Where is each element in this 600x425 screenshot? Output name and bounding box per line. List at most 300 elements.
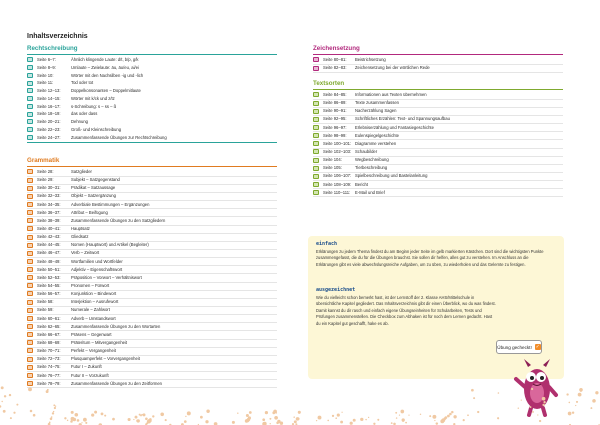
- checkbox[interactable]: [313, 133, 319, 138]
- dot: [53, 404, 55, 406]
- toc-title: Perfekt – Vergangenheit: [71, 348, 116, 354]
- section-divider: [27, 54, 277, 55]
- section-rechtschreibung: [27, 45, 277, 143]
- checkbox[interactable]: [27, 81, 33, 86]
- dot: [575, 405, 576, 406]
- toc-title: Futur II – Vorzukunft: [71, 372, 109, 378]
- toc-title: Ähnlich klingende Laute: d/t, b/p, g/k: [71, 57, 139, 62]
- page-number: Seite 58:: [37, 299, 54, 305]
- dot: [318, 416, 322, 420]
- checkbox[interactable]: [313, 92, 319, 97]
- dot: [429, 415, 431, 417]
- page-number: Seite 68–69:: [37, 339, 61, 345]
- dot: [205, 420, 208, 423]
- dot: [453, 415, 456, 418]
- toc-title: Nomen (Hauptwort) und Artikel (Begleiter): [71, 242, 149, 248]
- page-number: Seite 22–23:: [37, 126, 61, 132]
- toc-title: Präposition – Vorwort – Verhältniswort: [71, 274, 142, 280]
- checkbox[interactable]: [27, 340, 33, 345]
- page-number: Seite 28:: [37, 169, 54, 174]
- dot: [327, 420, 329, 422]
- dot: [405, 422, 407, 424]
- toc-title: Numerale – Zahlwort: [71, 307, 110, 313]
- page-number: Seite 108–109:: [323, 181, 352, 187]
- section-end-line: [27, 142, 277, 143]
- checkbox[interactable]: [27, 365, 33, 370]
- dot: [71, 411, 74, 414]
- dot: [337, 414, 340, 417]
- checkbox[interactable]: [27, 112, 33, 117]
- dot: [316, 420, 317, 421]
- page-number: Seite 100–101:: [323, 140, 352, 146]
- checkbox[interactable]: [27, 275, 33, 280]
- page-number: Seite 8–9:: [37, 64, 56, 70]
- toc-title: Adverb – Umstandswort: [71, 315, 116, 321]
- toc-title: Subjekt – Satzgegenstand: [71, 177, 120, 183]
- checkbox[interactable]: [313, 158, 319, 163]
- dot: [537, 414, 538, 415]
- toc-title: Präteritum – Mitvergangenheit: [71, 339, 128, 345]
- checkbox[interactable]: [27, 243, 33, 248]
- dot: [566, 393, 568, 395]
- page-number: Seite 24–27:: [37, 134, 61, 140]
- page-number: Seite 80–81:: [323, 57, 347, 62]
- dot: [365, 419, 366, 420]
- dot: [436, 422, 438, 424]
- toc-title: Pronomen – Fürwort: [71, 282, 110, 288]
- toc-row: [27, 103, 277, 111]
- dot: [67, 420, 68, 421]
- checkbox[interactable]: [313, 109, 319, 114]
- dot: [94, 411, 97, 414]
- toc-row: [313, 172, 563, 180]
- toc-row: [313, 91, 563, 99]
- toc-row: [27, 306, 277, 314]
- dot: [451, 411, 453, 413]
- toc-row: [27, 372, 277, 380]
- checkbox[interactable]: [27, 259, 33, 264]
- dot: [497, 417, 499, 419]
- toc-title: Erlebniserzählung und Fantasiegeschichte: [355, 124, 434, 130]
- dot: [530, 406, 532, 408]
- toc-title: Hauptsatz: [71, 225, 90, 231]
- checkbox[interactable]: [313, 125, 319, 130]
- checkbox[interactable]: [313, 117, 319, 122]
- page-number: Seite 92–95:: [323, 116, 347, 122]
- dot: [432, 415, 436, 419]
- dot: [569, 402, 571, 404]
- checkbox[interactable]: [27, 300, 33, 305]
- toc-row: [313, 64, 563, 72]
- dot: [0, 405, 1, 407]
- dot: [434, 420, 435, 421]
- checkbox[interactable]: [27, 218, 33, 223]
- section-grammatik: [27, 157, 277, 388]
- toc-row: [27, 217, 277, 225]
- info-paragraph-1: Erklärungen zu jedem Thema findest du am Beginn jeder Seite im gelb markierten Kästchen. Dort sind die wichtigsten Punkte zusammengefasst, die du für die Übungen brauchst. Sie sollen dir helfen, alles gut zu verstehen. Im Anschluss an die Erklärungen gibt es viele abwechslungsreiche Aufgaben, um zu üben, zu wiederholen und das Gelernte zu festigen.: [316, 249, 544, 267]
- dot: [341, 412, 342, 413]
- page-number: Seite 6–7:: [37, 57, 56, 62]
- info-heading-einfach: einfach: [316, 241, 338, 247]
- dot: [332, 415, 334, 417]
- item-list: [313, 91, 563, 197]
- page-number: Seite 102–103:: [323, 148, 352, 154]
- toc-row: [27, 290, 277, 298]
- dot: [16, 404, 18, 406]
- dot: [360, 418, 363, 421]
- dot: [396, 417, 397, 418]
- checkbox[interactable]: [27, 226, 33, 231]
- toc-row: [27, 347, 277, 355]
- dot: [101, 413, 104, 416]
- dot: [128, 418, 131, 421]
- dot: [165, 419, 167, 421]
- dot: [276, 412, 278, 414]
- toc-title: Adverbiale Bestimmungen – Ergänzungen: [71, 201, 150, 207]
- dot: [542, 404, 544, 406]
- dot: [13, 412, 15, 414]
- page-number: Seite 36–37:: [37, 209, 61, 215]
- dot: [73, 418, 77, 422]
- toc-row: [27, 126, 277, 134]
- dot: [237, 412, 238, 413]
- checkbox[interactable]: [313, 190, 319, 195]
- dot: [265, 411, 268, 414]
- toc-row: [27, 110, 277, 118]
- toc-title: Zusammenfassende Übungen zu den Satzgliedern: [71, 217, 166, 223]
- dot: [399, 414, 400, 415]
- page-number: Seite 98–99:: [323, 132, 347, 138]
- dot: [4, 395, 6, 397]
- toc-title: Konjunktion – Bindewort: [71, 291, 117, 297]
- page-number: Seite 30–31:: [37, 185, 61, 191]
- toc-title: Diagramme verstehen: [355, 140, 397, 146]
- dot: [294, 420, 297, 423]
- toc-title: Verb – Zeitwort: [71, 250, 100, 256]
- dot: [368, 417, 369, 418]
- toc-row: [27, 298, 277, 306]
- checkbox[interactable]: [27, 135, 33, 140]
- dot: [54, 407, 56, 409]
- page-number: Seite 38–39:: [37, 217, 61, 223]
- checkbox[interactable]: [313, 101, 319, 106]
- checkbox[interactable]: [313, 149, 319, 154]
- dot: [53, 411, 54, 412]
- section-heading: Rechtschreibung: [27, 45, 78, 52]
- page-number: Seite 32–33:: [37, 193, 61, 199]
- page-number: Seite 84–85:: [323, 92, 347, 97]
- section-zeichensetzung: [313, 45, 563, 72]
- toc-row: [313, 140, 563, 148]
- checkbox[interactable]: [27, 283, 33, 288]
- toc-row: [313, 181, 563, 189]
- page-number: Seite 34–35:: [37, 201, 61, 207]
- toc-title: Tod oder tot: [71, 80, 94, 86]
- page-number: Seite 42–43:: [37, 234, 61, 240]
- toc-title: Plusquamperfekt – Vorvergangenheit: [71, 356, 140, 362]
- checkbox[interactable]: [27, 96, 33, 101]
- toc-title: Schriftliches Erzählen: Text- und Spannungsaufbau: [355, 116, 450, 122]
- page-number: Seite 50–51:: [37, 266, 61, 272]
- page-number: Seite 12–13:: [37, 88, 61, 93]
- dot: [270, 423, 271, 424]
- dot: [145, 417, 148, 420]
- toc-row: [27, 87, 277, 95]
- page-number: Seite 11:: [37, 80, 54, 86]
- toc-row: [27, 56, 277, 64]
- dot: [340, 421, 343, 424]
- page-number: Seite 56–57:: [37, 291, 61, 297]
- item-list: [27, 56, 277, 141]
- toc-title: Texte zusammenfassen: [355, 100, 399, 106]
- dot: [377, 419, 379, 421]
- toc-title: Wörter mit den Nachsilben -ig und -lich: [71, 72, 144, 78]
- toc-row: [27, 323, 277, 331]
- toc-title: Groß- und Kleinschreibung: [71, 126, 122, 132]
- dot: [576, 401, 578, 403]
- checkbox[interactable]: [27, 251, 33, 256]
- page-number: Seite 105:: [323, 165, 342, 171]
- toc-title: Zusammenfassende Übungen zu den Zeitformen: [71, 380, 163, 386]
- dot: [1, 386, 4, 389]
- dot: [139, 414, 141, 416]
- dot: [184, 420, 187, 423]
- dot: [55, 406, 56, 407]
- dot: [298, 411, 301, 414]
- dot: [402, 418, 405, 421]
- checkbox[interactable]: [27, 308, 33, 313]
- dot: [498, 392, 500, 394]
- dot: [143, 413, 146, 416]
- checkbox[interactable]: [313, 174, 319, 179]
- dot: [206, 410, 209, 413]
- page-number: Seite 82–83:: [323, 65, 347, 71]
- info-paragraph-2: Wie du vielleicht schon bemerkt hast, ist der Lernstoff der 2. Klasse AHS/Mittelschule in übersichtliche Kapitel gegliedert. Das Inhaltsverzeichnis gibt dir einen Überblick, wo du was findest. Damit kannst du dir rasch und einfach eigene Übungseinheiten für Schularbeiten, Tests und Prüfungen zusammenstellen. Die Checkbox zum Abhaken ist für noch dem Lernen gedacht. Hast du ein Kapitel gut geschafft, hake es ab.: [316, 295, 496, 326]
- page-number: Seite 48–49:: [37, 258, 61, 264]
- toc-row: [27, 339, 277, 347]
- page-number: Seite 86–89:: [323, 100, 347, 106]
- checkbox[interactable]: [27, 316, 33, 321]
- dot: [187, 411, 191, 415]
- dot: [246, 414, 249, 417]
- page-number: Seite 52–53:: [37, 274, 61, 280]
- checkbox[interactable]: [27, 332, 33, 337]
- checkbox[interactable]: [27, 291, 33, 296]
- section-textsorten: [313, 80, 563, 197]
- dot: [277, 420, 280, 423]
- dot: [185, 416, 186, 417]
- dot: [568, 412, 572, 416]
- checkbox[interactable]: [27, 186, 33, 191]
- page-number: Seite 20–21:: [37, 119, 61, 124]
- toc-title: Dehnung: [71, 119, 88, 124]
- dot: [52, 412, 54, 414]
- toc-title: Zusammenfassende Übungen zu den Wortarten: [71, 323, 161, 329]
- check-icon: ✓: [535, 344, 540, 350]
- page-number: Seite 66–67:: [37, 331, 61, 337]
- page-number: Seite 90–91:: [323, 108, 347, 114]
- toc-row: [27, 134, 277, 142]
- toc-row: [313, 164, 563, 172]
- dot: [580, 390, 582, 392]
- toc-title: Umlaute – Zwielaute: äu, äu/eu, ai/ei: [71, 64, 139, 70]
- checkbox[interactable]: [27, 73, 33, 78]
- toc-row: [27, 184, 277, 192]
- toc-row: [27, 95, 277, 103]
- dot: [152, 415, 154, 417]
- dot: [160, 413, 164, 417]
- toc-title: Attribut – Beifügung: [71, 209, 108, 215]
- dot: [64, 417, 66, 419]
- checkbox[interactable]: [27, 88, 33, 93]
- checkbox[interactable]: [27, 178, 33, 183]
- page-number: Seite 62–65:: [37, 323, 61, 329]
- toc-row: [313, 115, 563, 123]
- page-number: Seite 59:: [37, 307, 54, 313]
- info-heading-ausgezeichnet: ausgezeichnet: [316, 287, 356, 293]
- toc-row: [27, 258, 277, 266]
- page-number: Seite 72–73:: [37, 356, 61, 362]
- checkbox[interactable]: [27, 202, 33, 207]
- checkbox[interactable]: [27, 194, 33, 199]
- dot: [104, 415, 106, 417]
- dot: [50, 418, 53, 421]
- dot: [9, 394, 11, 396]
- page-number: Seite 78–79:: [37, 380, 61, 386]
- dot: [33, 414, 36, 417]
- page-number: Seite 60–61:: [37, 315, 61, 321]
- toc-row: [313, 99, 563, 107]
- checkbox[interactable]: [313, 57, 319, 62]
- dot: [445, 416, 448, 419]
- toc-row: [313, 148, 563, 156]
- page-number: Seite 14–15:: [37, 95, 61, 101]
- dot: [532, 411, 534, 413]
- checkbox[interactable]: [313, 66, 319, 71]
- checkbox[interactable]: [27, 235, 33, 240]
- toc-row: [27, 72, 277, 80]
- toc-title: Zusammenfassende Übungen zur Rechtschreibung: [71, 134, 167, 140]
- item-list: [313, 56, 563, 72]
- toc-row: [27, 233, 277, 241]
- toc-row: [27, 192, 277, 200]
- toc-row: [27, 64, 277, 72]
- dot: [531, 388, 533, 390]
- toc-row: [27, 355, 277, 363]
- toc-title: Tierbeschreibung: [355, 165, 388, 171]
- checkbox[interactable]: [313, 141, 319, 146]
- dot: [28, 387, 32, 391]
- page-number: Seite 16–17:: [37, 103, 61, 109]
- dot: [293, 416, 295, 418]
- page-number: Seite 44–45:: [37, 242, 61, 248]
- checkbox[interactable]: [27, 57, 33, 62]
- checkbox[interactable]: [27, 127, 33, 132]
- dot: [400, 410, 404, 414]
- toc-row: [313, 156, 563, 164]
- toc-title: Nacherzählung Sagen: [355, 108, 397, 114]
- toc-title: Doppelkonsonanten – Doppelmitlaute: [71, 88, 141, 93]
- section-heading: Zeichensetzung: [313, 45, 360, 52]
- page-number: Seite 104:: [323, 157, 342, 163]
- checkbox[interactable]: [27, 169, 33, 174]
- toc-title: Schaubilder: [355, 148, 378, 154]
- checkbox[interactable]: [27, 210, 33, 215]
- dot: [542, 397, 546, 401]
- dot: [75, 413, 79, 417]
- toc-row: [27, 209, 277, 217]
- dot: [3, 410, 6, 413]
- toc-title: Objekt – Satzergänzung: [71, 193, 116, 199]
- speech-bubble: [496, 340, 542, 354]
- dot: [83, 418, 87, 422]
- checkbox[interactable]: [27, 104, 33, 109]
- dot: [81, 422, 82, 423]
- checkbox[interactable]: [27, 119, 33, 124]
- checkbox[interactable]: [27, 373, 33, 378]
- toc-row: [27, 363, 277, 371]
- decorative-dots: [0, 385, 600, 425]
- dot: [463, 419, 465, 421]
- toc-title: Eulenspiegelgeschichte: [355, 132, 399, 138]
- toc-row: [27, 241, 277, 249]
- toc-row: [27, 168, 277, 176]
- dot: [148, 419, 152, 423]
- dot: [420, 414, 421, 415]
- dot: [47, 389, 49, 391]
- checkbox[interactable]: [27, 348, 33, 353]
- dot: [353, 419, 356, 422]
- toc-title: Futur I – Zukunft: [71, 364, 102, 370]
- toc-title: Beistrichsetzung: [355, 57, 386, 62]
- toc-row: [27, 249, 277, 257]
- toc-row: [313, 132, 563, 140]
- dot: [135, 416, 138, 419]
- dot: [10, 417, 12, 419]
- dot: [590, 407, 592, 409]
- toc-row: [313, 107, 563, 115]
- toc-title: Wortfamilien und Wortfelder: [71, 258, 123, 264]
- toc-row: [27, 79, 277, 87]
- page-number: Seite 74–75:: [37, 364, 61, 370]
- dot: [232, 421, 235, 424]
- checkbox[interactable]: [27, 65, 33, 70]
- dot: [51, 416, 53, 418]
- dot: [572, 411, 574, 413]
- checkbox[interactable]: [313, 182, 319, 187]
- dot: [449, 413, 452, 416]
- checkbox[interactable]: [313, 166, 319, 171]
- toc-row: [27, 266, 277, 274]
- dot: [85, 422, 87, 424]
- toc-title: Interjektion – Ausrufewort: [71, 299, 119, 305]
- dot: [391, 422, 393, 424]
- dot: [49, 422, 51, 424]
- checkbox[interactable]: [27, 324, 33, 329]
- dot: [521, 399, 522, 400]
- dot: [1, 401, 2, 402]
- toc-title: s-Schreibung: s – ss – ß: [71, 103, 117, 109]
- toc-title: das oder dass: [71, 111, 98, 117]
- checkbox[interactable]: [27, 357, 33, 362]
- section-divider: [27, 166, 277, 167]
- dot: [274, 416, 278, 420]
- dot: [477, 411, 479, 413]
- toc-row: [27, 282, 277, 290]
- dot: [395, 412, 397, 414]
- checkbox[interactable]: [27, 267, 33, 272]
- toc-title: Wörter mit k/ck und z/tz: [71, 95, 115, 101]
